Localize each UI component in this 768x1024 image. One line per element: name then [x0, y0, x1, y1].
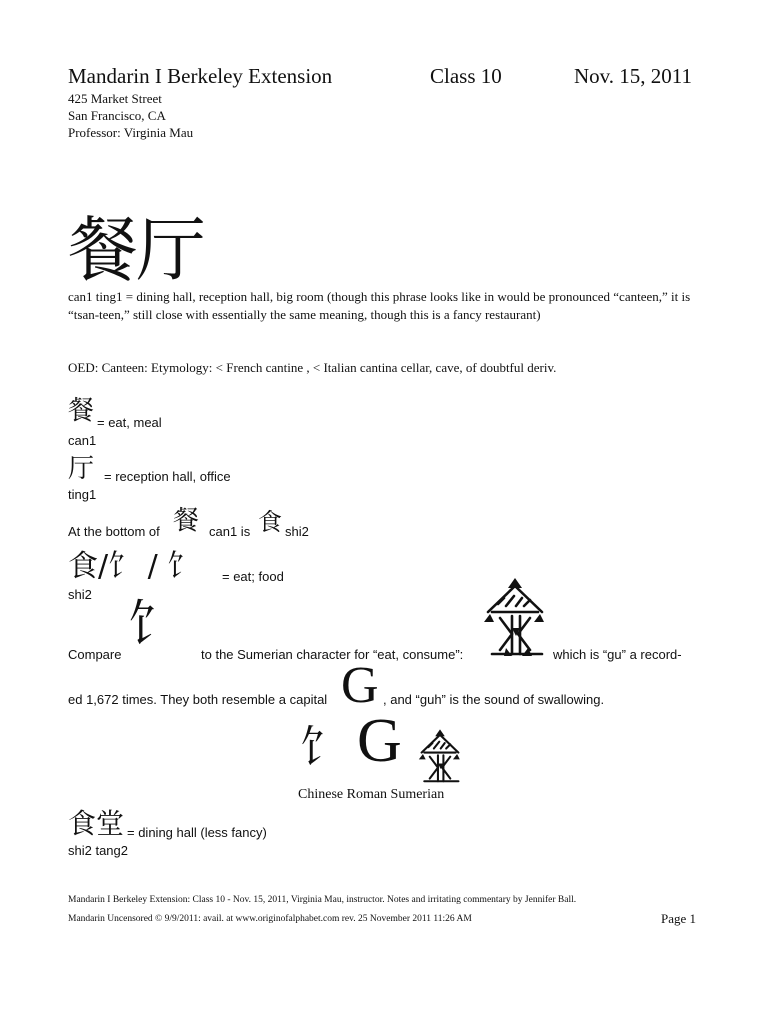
footer-line: Mandarin Uncensored © 9/9/2011: avail. at www.originofalphabet.com rev. 25 November 2011 11:26 AM — [68, 914, 472, 924]
last-entry-chars: 食堂 — [68, 807, 125, 840]
class-date: Nov. 15, 2011 — [574, 64, 693, 88]
main-term-chars: 餐厅 — [68, 209, 204, 291]
course-title: Mandarin I Berkeley Extension — [68, 64, 333, 88]
last-entry-meaning: = dining hall (less fancy) — [127, 825, 267, 840]
entry-pinyin: can1 — [68, 433, 97, 448]
compare-text: ed 1,672 times. They both resemble a capital — [68, 692, 328, 707]
oed-etymology: OED: Canteen: Etymology: < French cantine , < Italian cantina cellar, cave, of doubtful deriv. — [68, 360, 557, 375]
page-number: Page 1 — [661, 911, 697, 926]
professor-line: Professor: Virginia Mau — [68, 125, 194, 140]
variant-meaning: = eat; food — [222, 569, 284, 584]
bottom-text: At the bottom of — [68, 524, 160, 539]
trio-chinese-char: 饣 — [300, 722, 344, 773]
entry-char: 餐 — [68, 396, 95, 426]
bottom-text-shi2: shi2 — [285, 524, 309, 539]
bottom-char-shi: 食 — [258, 508, 282, 536]
entry-meaning: = eat, meal — [97, 415, 162, 430]
trio-caption: Chinese Roman Sumerian — [298, 787, 445, 802]
main-term-definition: can1 ting1 = dining hall, reception hall, big room (though this phrase looks like in would be pronounced “canteen,” it is “tsan-teen,” still close with essentially the same meaning, though this is a fancy restaurant) — [68, 289, 691, 322]
compare-text: which is “gu” a record- — [553, 647, 682, 662]
capital-g: G — [341, 657, 379, 714]
entry-char: 厅 — [68, 454, 95, 484]
address-line: San Francisco, CA — [68, 108, 166, 123]
trio-sumerian-sign — [418, 728, 462, 784]
class-number: Class 10 — [430, 64, 502, 88]
trio-roman-g: G — [357, 707, 402, 775]
last-entry-pinyin: shi2 tang2 — [68, 843, 128, 858]
sumerian-gu-sign — [484, 576, 546, 658]
entry-meaning: = reception hall, office — [104, 469, 231, 484]
variant-pinyin: shi2 — [68, 587, 92, 602]
footer-line: Mandarin I Berkeley Extension: Class 10 - Nov. 15, 2011, Virginia Mau, instructor. Notes and irritating commentary by Jennifer Ball. — [68, 895, 577, 905]
bottom-text-can1: can1 is — [209, 524, 251, 539]
bottom-char-can: 餐 — [173, 506, 200, 536]
compare-text: to the Sumerian character for “eat, consume”: — [201, 647, 464, 662]
chinese-food-radical: 饣 — [128, 595, 178, 653]
compare-text: , and “guh” is the sound of swallowing. — [383, 692, 605, 707]
address-line: 425 Market Street — [68, 91, 162, 106]
variant-chars: 食/饣 / 饣 — [68, 549, 198, 584]
entry-pinyin: ting1 — [68, 487, 97, 502]
compare-text: Compare — [68, 647, 122, 662]
